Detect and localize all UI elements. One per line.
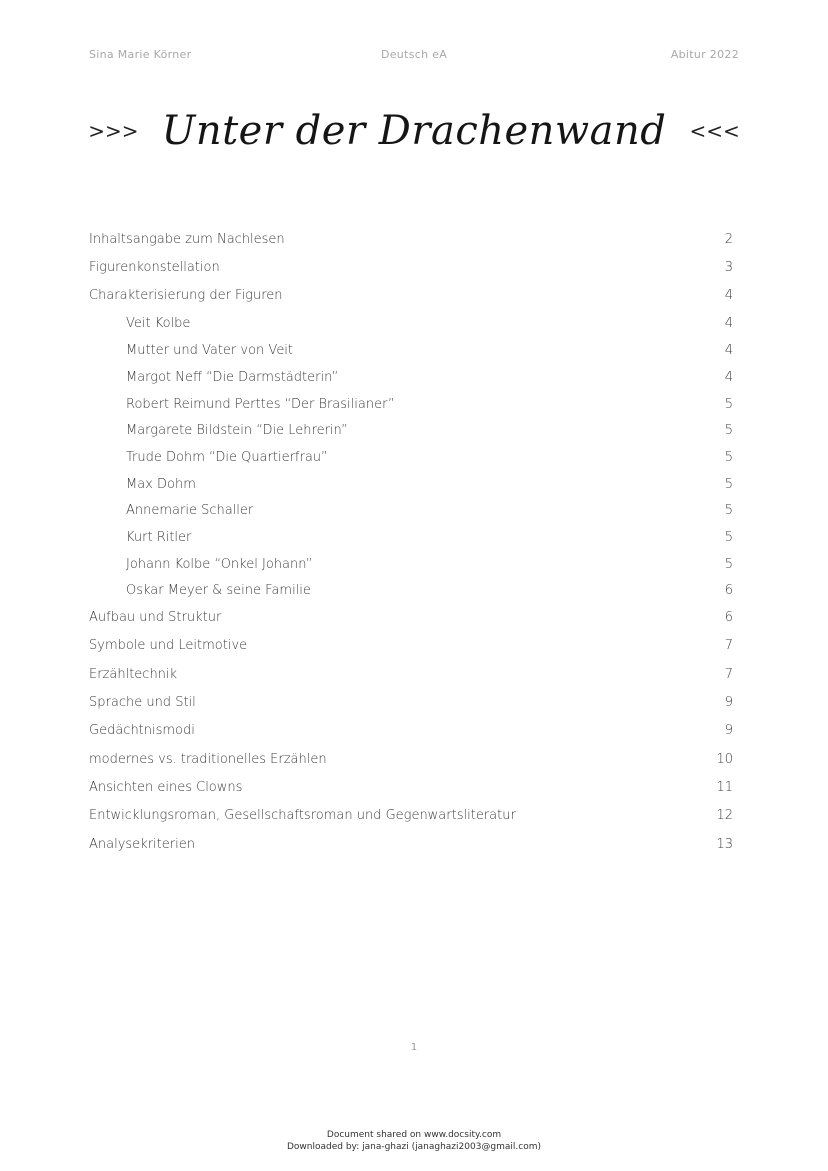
toc-entry-page: 5: [724, 530, 733, 545]
toc-entry-page: 5: [724, 397, 733, 412]
toc-entry-label: Ansichten eines Clowns: [89, 780, 243, 795]
toc-entry[interactable]: [89, 695, 733, 713]
toc-entry-page: 5: [724, 503, 733, 518]
toc-entry-label: Johann Kolbe “Onkel Johann”: [126, 557, 313, 572]
toc-entry-page: 4: [724, 343, 733, 358]
toc-subentry[interactable]: [89, 423, 733, 441]
toc-entry-label: Trude Dohm “Die Quartierfrau”: [126, 450, 328, 465]
toc-subentry[interactable]: [89, 397, 733, 415]
toc-entry-label: Symbole und Leitmotive: [89, 638, 248, 653]
toc-entry-page: 4: [724, 288, 733, 303]
toc-subentry[interactable]: [89, 370, 733, 388]
toc-entry-page: 11: [716, 780, 733, 795]
toc-entry-label: Max Dohm: [126, 477, 196, 492]
toc-entry-page: 5: [724, 557, 733, 572]
toc-entry-label: Figurenkonstellation: [89, 260, 220, 275]
toc-subentry[interactable]: [89, 450, 733, 468]
toc-entry-label: Gedächtnismodi: [89, 723, 195, 738]
toc-entry-page: 13: [716, 837, 733, 852]
toc-subentry[interactable]: [89, 477, 733, 495]
toc-entry-label: Aufbau und Struktur: [89, 610, 222, 625]
shared-note: Document shared on www.docsity.com: [326, 1130, 502, 1140]
title-prefix: >>>: [88, 119, 139, 143]
page-number: 1: [410, 1042, 418, 1053]
toc-entry-label: Margarete Bildstein “Die Lehrerin”: [126, 423, 348, 438]
toc-entry-label: Mutter und Vater von Veit: [126, 343, 294, 358]
toc-entry-label: Erzähltechnik: [89, 667, 178, 682]
toc-entry-page: 5: [724, 423, 733, 438]
title-suffix: <<<: [689, 119, 740, 143]
toc-entry-page: 6: [724, 610, 733, 625]
toc-entry[interactable]: [89, 808, 733, 826]
toc-subentry[interactable]: [89, 316, 733, 334]
toc-entry-page: 7: [724, 667, 733, 682]
toc-entry-page: 5: [724, 450, 733, 465]
header-subject: Deutsch eA: [380, 48, 448, 61]
toc-entry-page: 6: [724, 583, 733, 598]
toc-entry[interactable]: [89, 837, 733, 855]
toc-entry-label: Entwicklungsroman, Gesellschaftsroman und Gegenwartsliteratur: [89, 808, 516, 823]
toc-entry-label: Margot Neff “Die Darmstädterin”: [126, 370, 339, 385]
toc-subentry[interactable]: [89, 530, 733, 548]
toc-subentry[interactable]: [89, 343, 733, 361]
document-title: [0, 108, 828, 154]
toc-entry[interactable]: [89, 610, 733, 628]
toc-entry[interactable]: [89, 232, 733, 250]
toc-entry-label: modernes vs. traditionelles Erzählen: [89, 752, 327, 767]
toc-entry-page: 4: [724, 370, 733, 385]
downloaded-note: Downloaded by: jana-ghazi (janaghazi2003@gmail.com): [286, 1142, 542, 1152]
toc-subentry[interactable]: [89, 583, 733, 601]
toc-subentry[interactable]: [89, 557, 733, 575]
header-exam: Abitur 2022: [670, 48, 739, 61]
toc-entry[interactable]: [89, 638, 733, 656]
toc-entry-page: 10: [716, 752, 733, 767]
toc-subentry[interactable]: [89, 503, 733, 521]
toc-entry-label: Analysekriterien: [89, 837, 195, 852]
toc-entry-label: Charakterisierung der Figuren: [89, 288, 283, 303]
toc-entry-label: Oskar Meyer & seine Familie: [126, 583, 311, 598]
toc-entry-label: Inhaltsangabe zum Nachlesen: [89, 232, 285, 247]
toc-entry[interactable]: [89, 723, 733, 741]
title-text: Unter der Drachenwand: [161, 108, 667, 154]
toc-entry-page: 9: [724, 695, 733, 710]
toc-entry-page: 12: [716, 808, 733, 823]
toc-entry[interactable]: [89, 667, 733, 685]
toc-entry-page: 9: [724, 723, 733, 738]
toc-entry-page: 7: [724, 638, 733, 653]
toc-entry-label: Kurt Ritler: [126, 530, 192, 545]
toc-entry-label: Annemarie Schaller: [126, 503, 254, 518]
toc-entry-page: 4: [724, 316, 733, 331]
toc-entry[interactable]: [89, 288, 733, 306]
toc-entry-label: Sprache und Stil: [89, 695, 196, 710]
toc-entry-label: Robert Reimund Perttes “Der Brasilianer”: [126, 397, 395, 412]
docsity-footer: [0, 1129, 828, 1153]
toc-entry-page: 5: [724, 477, 733, 492]
toc-entry[interactable]: [89, 260, 733, 278]
toc-entry-label: Veit Kolbe: [126, 316, 191, 331]
toc-entry[interactable]: [89, 752, 733, 770]
header-author: Sina Marie Körner: [89, 48, 192, 61]
toc-entry[interactable]: [89, 780, 733, 798]
toc-entry-page: 3: [724, 260, 733, 275]
toc-entry-page: 2: [724, 232, 733, 247]
